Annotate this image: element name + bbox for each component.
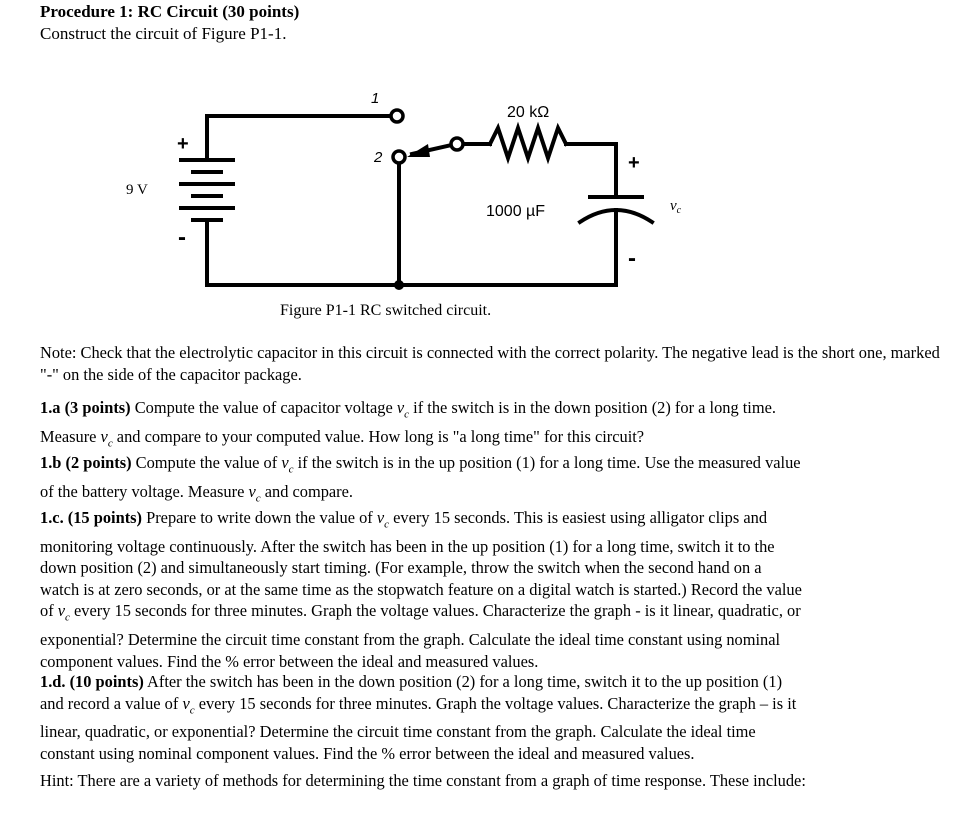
item-1a	[40, 397, 940, 455]
item-1a-label: 1.a (3 points)	[40, 398, 131, 417]
switch-arrowhead	[407, 144, 430, 157]
switch-label-2: 2	[374, 149, 383, 166]
resistor-label: 20 kΩ	[507, 104, 550, 121]
item-1b-label: 1.b (2 points)	[40, 453, 132, 472]
wire-resistor-cap	[566, 144, 616, 197]
wire-bottom	[207, 210, 616, 285]
item-1c-text: watch is at zero seconds, or at the same time as the stopwatch feature on a digital watch is started.) Record the value	[40, 579, 802, 599]
switch-contact-2	[393, 151, 405, 163]
vc-label: $v_c$	[670, 198, 682, 216]
vc-symbol: $v_c$	[100, 426, 113, 450]
vc-symbol: $v_c$	[396, 398, 410, 421]
item-1a-text: and compare to your computed value. How long is "a long time" for this circuit?	[112, 426, 645, 446]
figure-caption: Figure P1-1 RC switched circuit.	[280, 302, 492, 319]
item-1d-label: 1.d. (10 points)	[40, 672, 144, 691]
item-1c-text: component values. Find the % error between the ideal and measured values.	[40, 651, 539, 671]
item-1b-text: if the switch is in the up position (1) for a long time. Use the measured value	[293, 453, 801, 472]
capacitor-label: 1000 µF	[486, 203, 546, 220]
item-1c-text: monitoring voltage continuously. After the switch has been in the up position (1) for a long time, switch it to the	[40, 536, 775, 556]
item-1c-label: 1.c. (15 points)	[40, 508, 142, 527]
item-1c-text: Prepare to write down the value of	[142, 508, 377, 527]
rc-circuit-diagram	[0, 0, 967, 330]
item-1d	[40, 671, 940, 764]
vc-symbol: $v_c$	[57, 601, 70, 624]
switch-label-1: 1	[371, 90, 380, 107]
item-1c-text: exponential? Determine the circuit time constant from the graph. Calculate the ideal time constant using nominal	[40, 630, 781, 650]
item-1b-text: and compare.	[260, 481, 354, 501]
item-1d-text: every 15 seconds for three minutes. Graph the voltage values. Characterize the graph – is it	[194, 693, 797, 713]
item-1d-text: After the switch has been in the down position (2) for a long time, switch it to the up position (1)	[143, 672, 783, 691]
vc-symbol: $v_c$	[281, 453, 294, 476]
item-1c	[40, 507, 940, 672]
switch-contact-1	[391, 110, 403, 122]
vc-symbol: $v_c$	[182, 693, 195, 716]
item-1a-text: Compute the value of capacitor voltage	[130, 398, 397, 417]
resistor	[490, 128, 566, 158]
battery-plus-sign: +	[177, 133, 189, 155]
procedure-title: Procedure 1: RC Circuit (30 points)	[40, 2, 300, 21]
procedure-subtitle: Construct the circuit of Figure P1-1.	[40, 24, 287, 43]
battery-minus-sign: -	[178, 224, 186, 251]
vc-symbol: $v_c$	[248, 481, 261, 505]
item-1b	[40, 452, 940, 510]
wire-top-left	[207, 116, 389, 160]
battery-label: 9 V	[126, 182, 148, 198]
item-1c-text: of	[40, 601, 58, 621]
item-1b-text: Compute the value of	[131, 453, 282, 472]
item-1b-text: of the battery voltage. Measure	[40, 481, 249, 501]
note-paragraph: Note: Check that the electrolytic capacitor in this circuit is connected with the correct polarity. The negative lead is the short one, marked "-" on the side of the capacitor package.	[40, 343, 940, 384]
item-1c-text: every 15 seconds. This is easiest using alligator clips and	[389, 508, 768, 527]
item-1d-text: and record a value of	[40, 693, 183, 713]
switch-common	[451, 138, 463, 150]
vc-symbol: $v_c$	[376, 508, 390, 531]
item-1a-text: Measure	[40, 426, 101, 446]
item-1c-text: every 15 seconds for three minutes. Graph the voltage values. Characterize the graph - is it linear, quadratic, or	[69, 601, 801, 621]
cap-minus-sign: -	[628, 245, 636, 272]
junction-dot	[394, 280, 404, 290]
item-1a-text: if the switch is in the down position (2) for a long time.	[409, 398, 776, 417]
item-1c-text: down position (2) and simultaneously start timing. (For example, throw the switch when the second hand on a	[40, 558, 762, 578]
hint-paragraph: Hint: There are a variety of methods for determining the time constant from a graph of time response. These include:	[40, 771, 806, 790]
item-1d-text: linear, quadratic, or exponential? Determine the circuit time constant from the graph. Calculate the ideal time	[40, 722, 756, 742]
item-1d-text: constant using nominal component values. Find the % error between the ideal and measured values.	[40, 743, 695, 763]
cap-plus-sign: +	[628, 152, 640, 174]
